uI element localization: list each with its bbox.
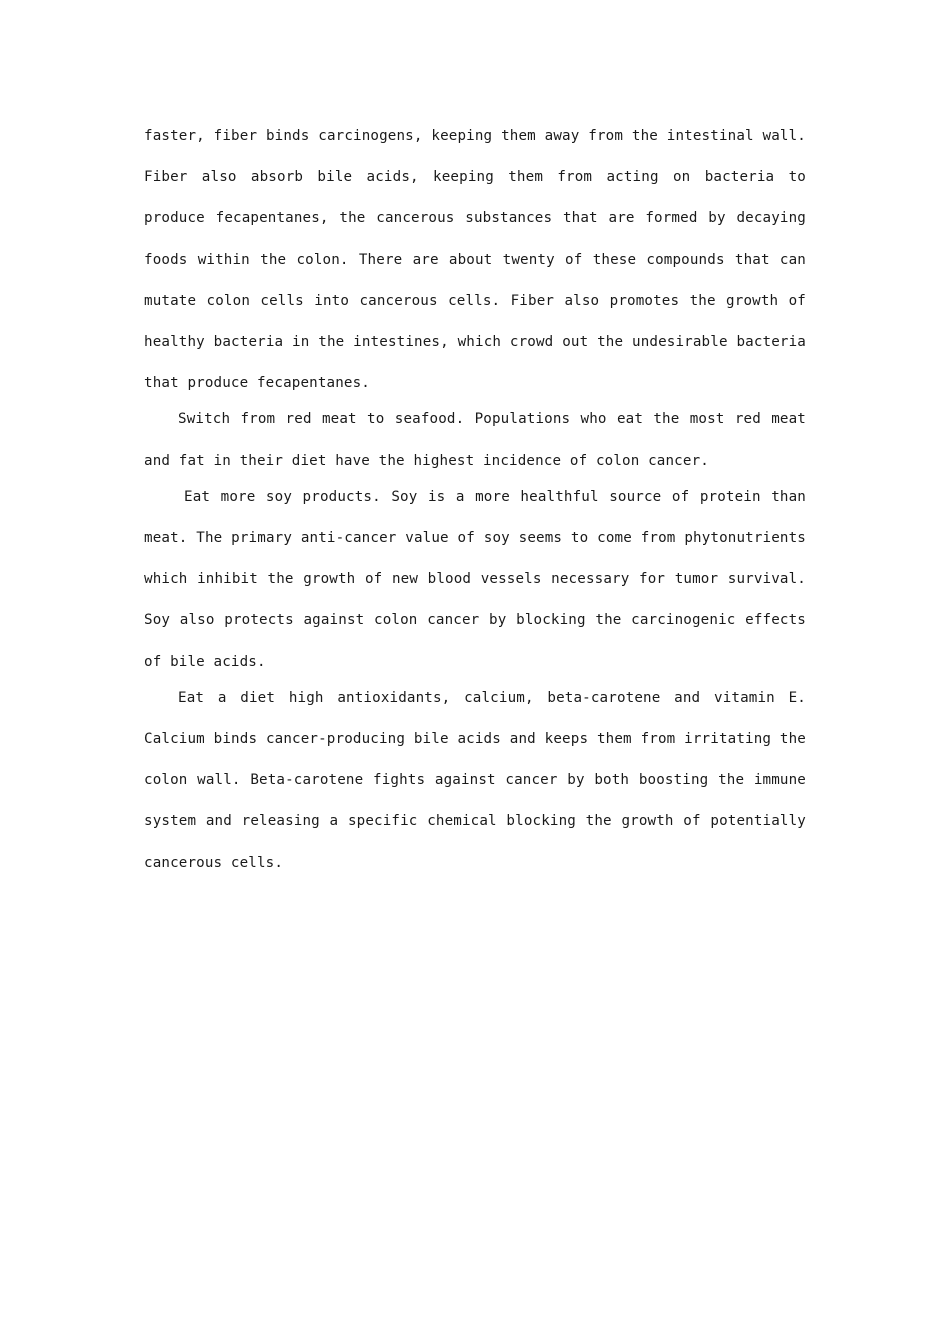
paragraph-seafood: Switch from red meat to seafood. Populations who eat the most red meat and fat in their diet have the highest incidence of colon cancer.	[144, 411, 806, 469]
paragraph-soy: Eat more soy products. Soy is a more healthful source of protein than meat. The primary anti-cancer value of soy seems to come from phytonutrients which inhibit the growth of new blood vessels necessary for tumor survival. Soy also protects against colon cancer by blocking the carcinogenic effects of bile acids.	[144, 488, 806, 670]
paragraph-antioxidants: Eat a diet high antioxidants, calcium, beta-carotene and vitamin E. Calcium binds cancer-producing bile acids and keeps them from irritating the colon wall. Beta-carotene fights against cancer by both boosting the immune system and releasing a specific chemical blocking the growth of potentially cancerous cells.	[144, 689, 806, 871]
document-body	[144, 116, 806, 879]
paragraph-fiber-continued: faster, fiber binds carcinogens, keeping them away from the intestinal wall. Fiber also absorb bile acids, keeping them from acting on bacteria to produce fecapentanes, the cancerous substances that are formed by decaying foods within the colon. There are about twenty of these compounds that can mutate colon cells into cancerous cells. Fiber also promotes the growth of healthy bacteria in the intestines, which crowd out the undesirable bacteria that produce fecapentanes.	[144, 128, 806, 392]
